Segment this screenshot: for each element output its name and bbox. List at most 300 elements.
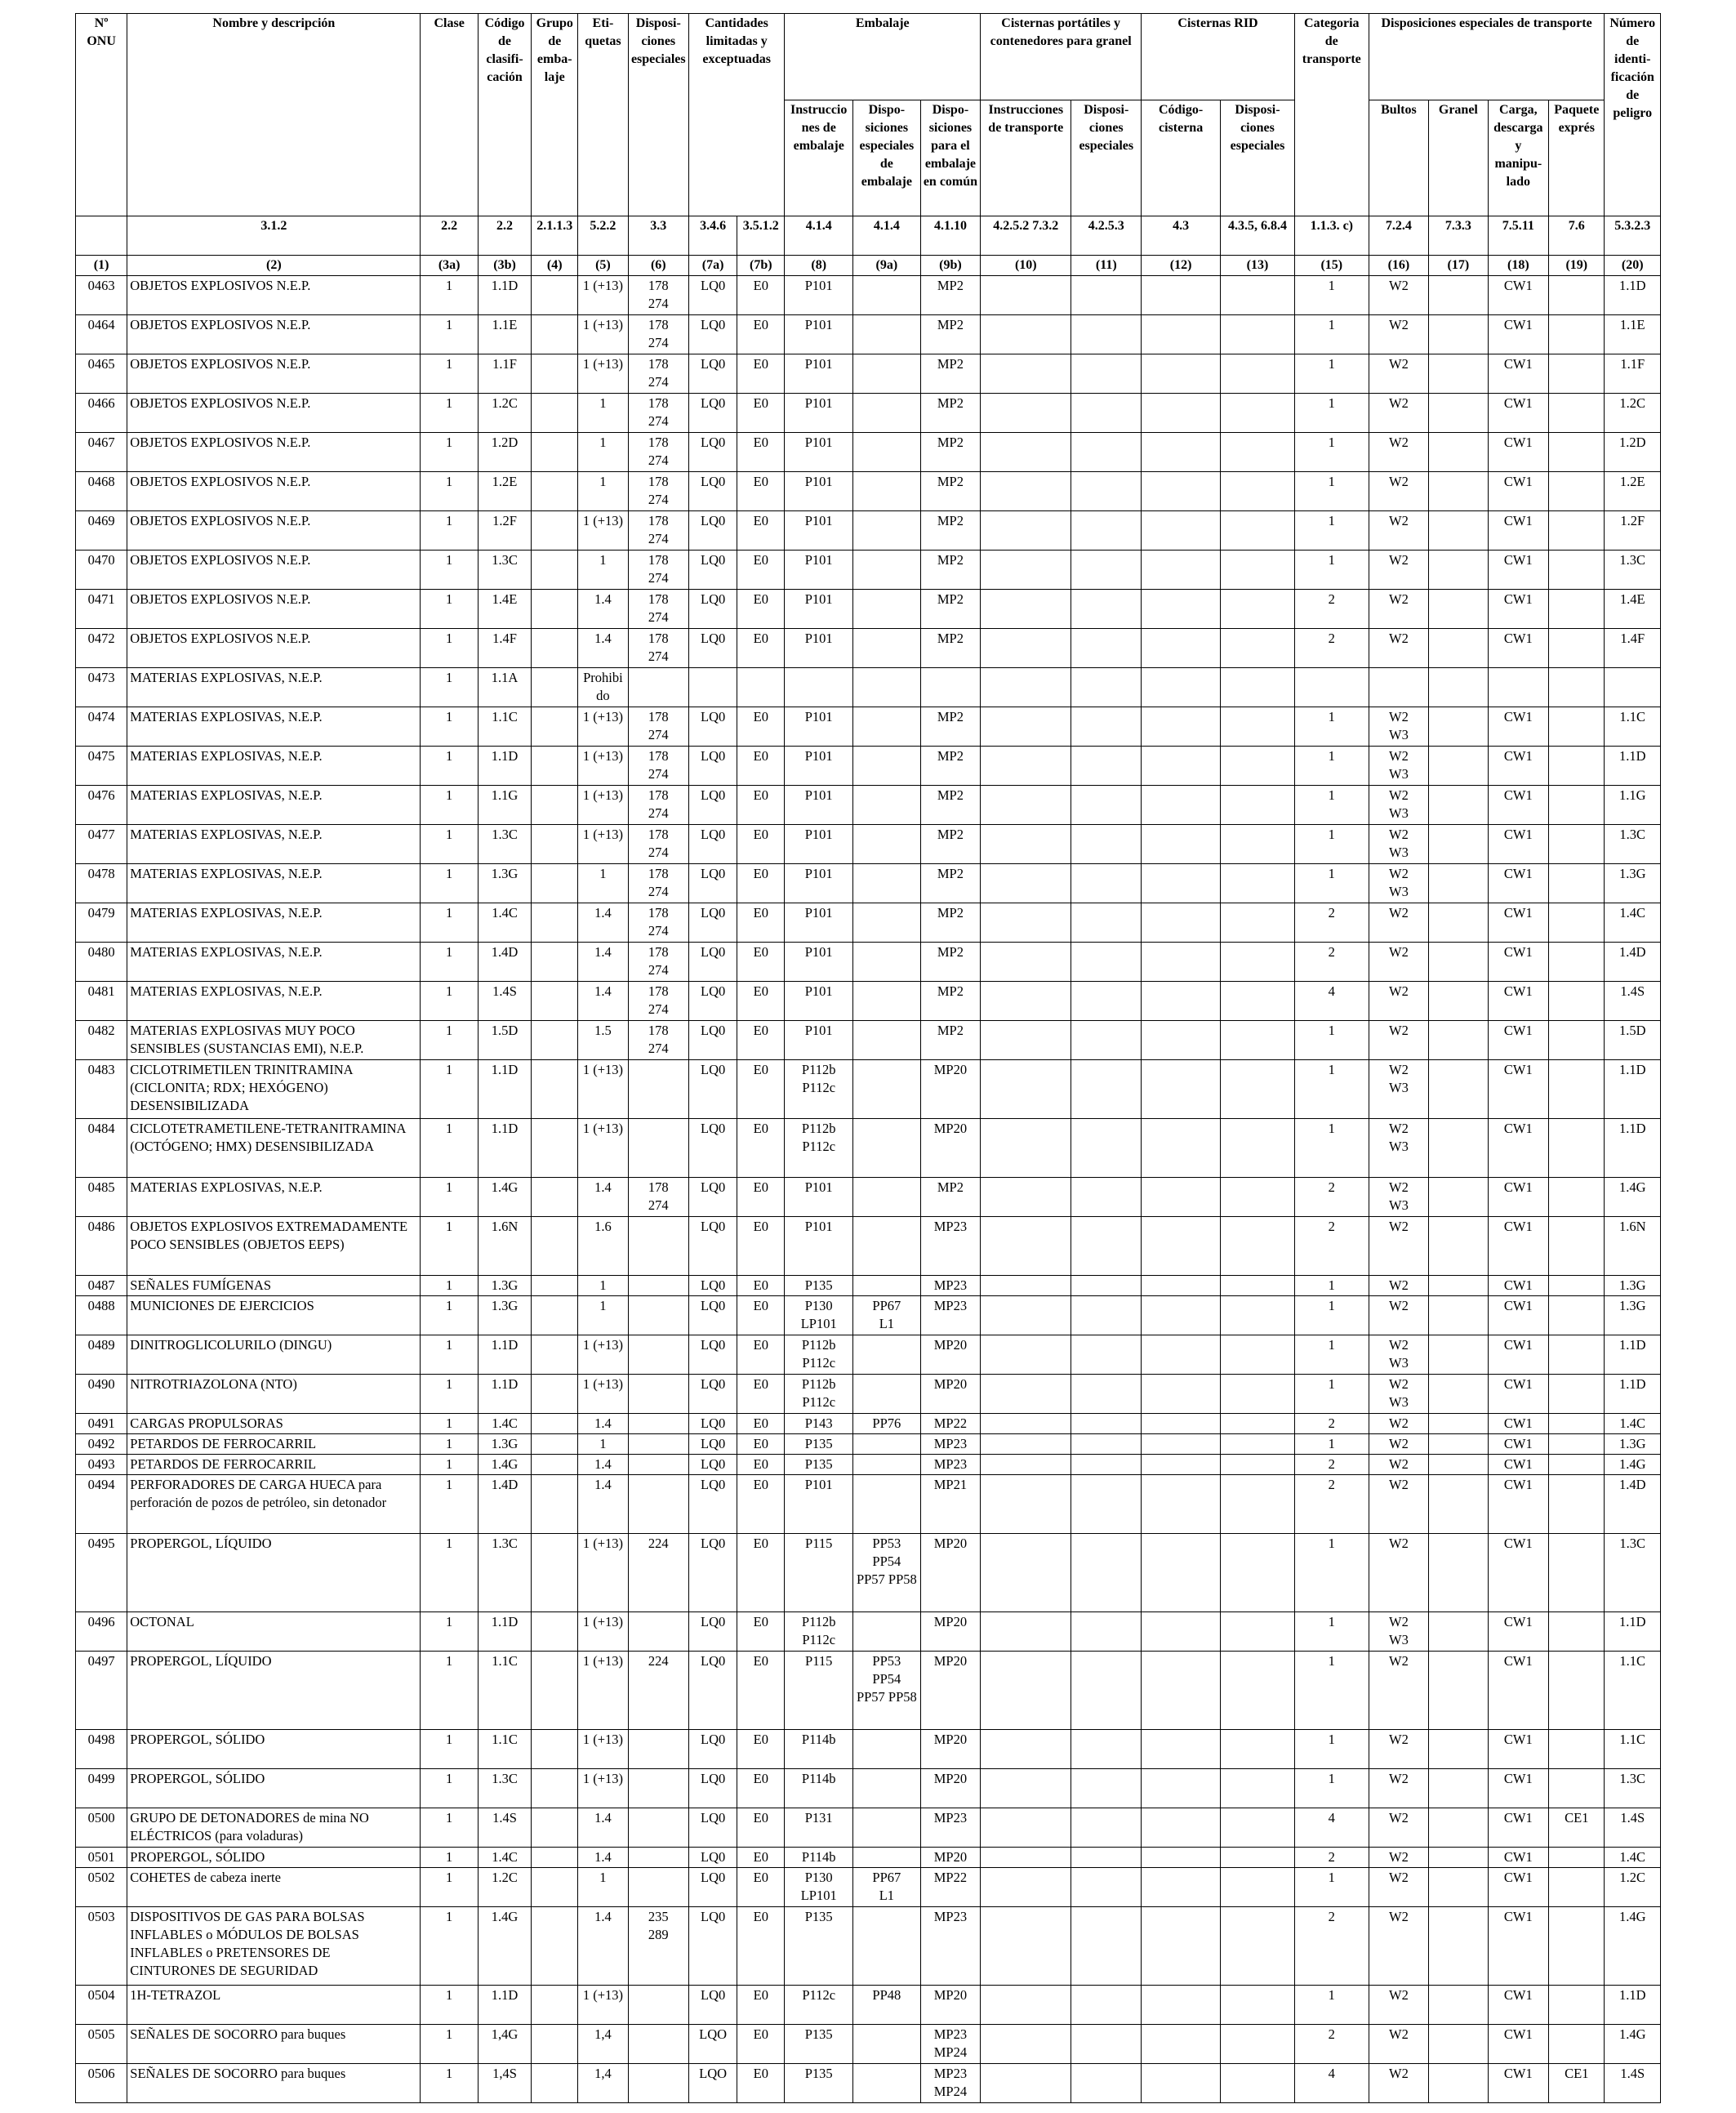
cell-instr-transporte [981, 276, 1071, 315]
cell-instr-transporte [981, 1652, 1071, 1730]
cell-codigo: 1.1C [478, 707, 531, 747]
cell-instr-transporte [981, 433, 1071, 472]
cell-paquete: CE1 [1549, 2064, 1605, 2103]
cell-codigo: 1.4S [478, 982, 531, 1021]
cell-disp-embalaje [853, 354, 921, 394]
cell-granel [1429, 551, 1488, 590]
cell-grupo [532, 1375, 578, 1414]
cell-disp-comun: MP2 [920, 707, 981, 747]
cell-codigo: 1.4D [478, 943, 531, 982]
cell-paquete [1549, 629, 1605, 668]
cell-categoria: 2 [1294, 1178, 1369, 1217]
cell-paquete [1549, 1652, 1605, 1730]
cell-disposiciones: 178 274 [628, 825, 688, 864]
cell-disp-embalaje [853, 2025, 921, 2064]
cell-disp-comun: MP2 [920, 511, 981, 551]
cell-disp-esp-rid [1221, 1652, 1295, 1730]
cell-clase: 1 [421, 315, 478, 354]
header-ref-cell: 4.1.4 [785, 216, 853, 256]
cell-categoria: 1 [1294, 472, 1369, 511]
cell-etiquetas: 1 [578, 394, 628, 433]
cell-numero-peligro: 1.1D [1605, 1612, 1661, 1652]
cell-numero-peligro: 1.4C [1605, 1848, 1661, 1868]
header-disposiciones: Disposi-ciones especiales [628, 14, 688, 216]
cell-bultos: W2 [1369, 315, 1428, 354]
cell-onu: 0476 [76, 786, 127, 825]
cell-instr-transporte [981, 1986, 1071, 2025]
cell-codigo-cisterna [1142, 1217, 1221, 1276]
cell-grupo [532, 315, 578, 354]
cell-categoria: 1 [1294, 394, 1369, 433]
cell-onu: 0498 [76, 1730, 127, 1769]
table-row [76, 1534, 1661, 1612]
table-row [76, 1178, 1661, 1217]
table-row [76, 1868, 1661, 1907]
cell-carga: CW1 [1488, 1848, 1548, 1868]
cell-disposiciones [628, 1848, 688, 1868]
cell-grupo [532, 1296, 578, 1335]
table-row [76, 1612, 1661, 1652]
cell-codigo-cisterna [1142, 1612, 1221, 1652]
cell-paquete [1549, 1868, 1605, 1907]
cell-categoria: 1 [1294, 864, 1369, 903]
cell-grupo [532, 982, 578, 1021]
table-row [76, 903, 1661, 943]
cell-codigo-cisterna [1142, 747, 1221, 786]
cell-clase: 1 [421, 1986, 478, 2025]
cell-paquete [1549, 1217, 1605, 1276]
header-column-number: (8) [785, 256, 853, 276]
cell-instr-embalaje: P101 [785, 864, 853, 903]
cell-categoria: 2 [1294, 1848, 1369, 1868]
cell-paquete [1549, 511, 1605, 551]
cell-grupo [532, 825, 578, 864]
cell-bultos: W2 W3 [1369, 1119, 1428, 1178]
cell-numero-peligro: 1.1D [1605, 276, 1661, 315]
cell-codigo-cisterna [1142, 1375, 1221, 1414]
table-row [76, 1434, 1661, 1455]
cell-bultos: W2 W3 [1369, 825, 1428, 864]
cell-codigo-cisterna [1142, 590, 1221, 629]
cell-codigo: 1.1D [478, 276, 531, 315]
cell-paquete [1549, 1455, 1605, 1475]
cell-codigo: 1.3G [478, 1296, 531, 1335]
cell-disp-comun: MP20 [920, 1335, 981, 1375]
cell-cant-limitadas: LQ0 [689, 590, 737, 629]
cell-bultos: W2 W3 [1369, 1178, 1428, 1217]
header-name: Nombre y descripción [127, 14, 421, 216]
cell-disp-embalaje [853, 1808, 921, 1848]
cell-cant-limitadas: LQ0 [689, 1868, 737, 1907]
cell-paquete [1549, 668, 1605, 707]
cell-instr-embalaje: P101 [785, 551, 853, 590]
cell-numero-peligro: 1.4C [1605, 903, 1661, 943]
cell-grupo [532, 394, 578, 433]
cell-disp-embalaje [853, 825, 921, 864]
cell-disp-esp-rid [1221, 1769, 1295, 1808]
cell-instr-transporte [981, 1335, 1071, 1375]
cell-disp-esp-cp [1071, 707, 1142, 747]
cell-clase: 1 [421, 1434, 478, 1455]
cell-carga: CW1 [1488, 747, 1548, 786]
cell-grupo [532, 1848, 578, 1868]
cell-categoria: 2 [1294, 943, 1369, 982]
cell-grupo [532, 472, 578, 511]
cell-disp-comun: MP2 [920, 315, 981, 354]
header-codigo: Código de clasifi-cación [478, 14, 531, 216]
cell-numero-peligro: 1.1C [1605, 1730, 1661, 1769]
cell-codigo-cisterna [1142, 1434, 1221, 1455]
cell-disposiciones [628, 1808, 688, 1848]
cell-granel [1429, 1119, 1488, 1178]
cell-granel [1429, 315, 1488, 354]
cell-granel [1429, 668, 1488, 707]
cell-onu: 0478 [76, 864, 127, 903]
cell-disp-comun: MP20 [920, 1534, 981, 1612]
table-row [76, 472, 1661, 511]
cell-disp-esp-cp [1071, 629, 1142, 668]
cell-cant-limitadas: LQ0 [689, 1848, 737, 1868]
cell-instr-transporte [981, 551, 1071, 590]
header-instrucciones-embalaje: Instruccio nes de embalaje [785, 100, 853, 216]
cell-cant-limitadas: LQ0 [689, 864, 737, 903]
cell-disp-esp-cp [1071, 511, 1142, 551]
cell-paquete [1549, 786, 1605, 825]
cell-name: MATERIAS EXPLOSIVAS, N.E.P. [127, 747, 421, 786]
cell-clase: 1 [421, 1276, 478, 1296]
cell-cant-limitadas: LQ0 [689, 1276, 737, 1296]
cell-cant-exceptuadas: E0 [737, 1907, 785, 1986]
cell-cant-limitadas: LQ0 [689, 276, 737, 315]
cell-carga: CW1 [1488, 2064, 1548, 2103]
table-row [76, 1021, 1661, 1060]
cell-clase: 1 [421, 1652, 478, 1730]
cell-instr-transporte [981, 1217, 1071, 1276]
table-row [76, 629, 1661, 668]
cell-grupo [532, 1455, 578, 1475]
cell-cant-limitadas: LQ0 [689, 1612, 737, 1652]
table-row [76, 1652, 1661, 1730]
cell-grupo [532, 354, 578, 394]
header-ref-cell: 7.2.4 [1369, 216, 1428, 256]
header-column-number: (7a) [689, 256, 737, 276]
cell-categoria: 1 [1294, 433, 1369, 472]
cell-codigo: 1.2D [478, 433, 531, 472]
cell-numero-peligro: 1.4G [1605, 2025, 1661, 2064]
cell-codigo: 1,4G [478, 2025, 531, 2064]
cell-etiquetas: 1.4 [578, 903, 628, 943]
cell-paquete [1549, 1178, 1605, 1217]
cell-granel [1429, 1907, 1488, 1986]
cell-name: CICLOTETRAMETILENE-TETRANITRAMINA (OCTÓGENO; HMX) DESENSIBILIZADA [127, 1119, 421, 1178]
cell-disp-esp-cp [1071, 903, 1142, 943]
cell-etiquetas: 1.4 [578, 590, 628, 629]
cell-bultos: W2 [1369, 1414, 1428, 1434]
cell-disp-esp-cp [1071, 668, 1142, 707]
cell-codigo: 1.4C [478, 1848, 531, 1868]
cell-cant-limitadas: LQ0 [689, 1178, 737, 1217]
table-row [76, 394, 1661, 433]
cell-disp-embalaje [853, 590, 921, 629]
cell-bultos: W2 [1369, 1475, 1428, 1534]
cell-name: PROPERGOL, SÓLIDO [127, 1730, 421, 1769]
header-number-row [76, 256, 1661, 276]
cell-disposiciones: 178 274 [628, 472, 688, 511]
cell-disp-esp-cp [1071, 276, 1142, 315]
cell-disp-comun: MP2 [920, 982, 981, 1021]
dangerous-goods-table [75, 13, 1661, 2103]
table-row [76, 1276, 1661, 1296]
cell-etiquetas: 1,4 [578, 2025, 628, 2064]
cell-name: MATERIAS EXPLOSIVAS, N.E.P. [127, 786, 421, 825]
cell-grupo [532, 1335, 578, 1375]
cell-granel [1429, 747, 1488, 786]
cell-onu: 0503 [76, 1907, 127, 1986]
header-cisternas-portatiles: Cisternas portátiles y contenedores para granel [981, 14, 1142, 100]
cell-disp-comun: MP22 [920, 1868, 981, 1907]
cell-cant-exceptuadas: E0 [737, 1276, 785, 1296]
cell-disp-embalaje [853, 551, 921, 590]
cell-name: MATERIAS EXPLOSIVAS, N.E.P. [127, 903, 421, 943]
cell-carga: CW1 [1488, 1335, 1548, 1375]
cell-disp-comun: MP20 [920, 1769, 981, 1808]
cell-codigo: 1.4S [478, 1808, 531, 1848]
cell-granel [1429, 1335, 1488, 1375]
header-column-number: (2) [127, 256, 421, 276]
cell-disp-embalaje [853, 1178, 921, 1217]
cell-disposiciones [628, 1414, 688, 1434]
cell-paquete [1549, 1276, 1605, 1296]
cell-etiquetas: 1.4 [578, 1848, 628, 1868]
cell-disp-comun: MP2 [920, 903, 981, 943]
cell-instr-transporte [981, 1848, 1071, 1868]
cell-bultos: W2 [1369, 2025, 1428, 2064]
cell-numero-peligro: 1.1E [1605, 315, 1661, 354]
cell-codigo: 1.3G [478, 1276, 531, 1296]
cell-etiquetas: 1.4 [578, 1455, 628, 1475]
cell-clase: 1 [421, 943, 478, 982]
cell-disp-comun: MP23 [920, 1907, 981, 1986]
cell-disposiciones [628, 1730, 688, 1769]
cell-cant-limitadas: LQ0 [689, 315, 737, 354]
cell-name: SEÑALES DE SOCORRO para buques [127, 2025, 421, 2064]
cell-disp-esp-rid [1221, 1335, 1295, 1375]
cell-clase: 1 [421, 1217, 478, 1276]
cell-numero-peligro: 1.1D [1605, 1986, 1661, 2025]
cell-cant-exceptuadas: E0 [737, 2064, 785, 2103]
table-row [76, 590, 1661, 629]
cell-cant-limitadas: LQ0 [689, 511, 737, 551]
cell-granel [1429, 1769, 1488, 1808]
cell-disposiciones: 178 274 [628, 590, 688, 629]
cell-etiquetas: 1 (+13) [578, 1060, 628, 1119]
cell-categoria: 2 [1294, 1907, 1369, 1986]
cell-numero-peligro: 1.4D [1605, 943, 1661, 982]
cell-clase: 1 [421, 707, 478, 747]
header-column-number: (10) [981, 256, 1071, 276]
cell-etiquetas: 1 (+13) [578, 707, 628, 747]
cell-paquete [1549, 903, 1605, 943]
cell-grupo [532, 2064, 578, 2103]
cell-clase: 1 [421, 1455, 478, 1475]
cell-cant-limitadas: LQ0 [689, 786, 737, 825]
cell-etiquetas: 1.4 [578, 982, 628, 1021]
header-onu: Nº ONU [76, 14, 127, 216]
cell-name: OBJETOS EXPLOSIVOS N.E.P. [127, 629, 421, 668]
table-row [76, 433, 1661, 472]
cell-instr-embalaje: P135 [785, 1434, 853, 1455]
cell-carga: CW1 [1488, 629, 1548, 668]
table-row [76, 825, 1661, 864]
cell-disp-embalaje [853, 1021, 921, 1060]
cell-paquete [1549, 1534, 1605, 1612]
cell-granel [1429, 433, 1488, 472]
cell-etiquetas: 1 [578, 1276, 628, 1296]
cell-disp-embalaje [853, 1217, 921, 1276]
header-column-number: (4) [532, 256, 578, 276]
cell-cant-limitadas: LQ0 [689, 551, 737, 590]
cell-disp-esp-cp [1071, 354, 1142, 394]
cell-disp-embalaje [853, 433, 921, 472]
cell-disp-esp-rid [1221, 315, 1295, 354]
cell-instr-embalaje: P115 [785, 1652, 853, 1730]
header-ref-cell: 4.1.4 [853, 216, 921, 256]
cell-categoria: 1 [1294, 1335, 1369, 1375]
cell-codigo: 1.4F [478, 629, 531, 668]
cell-granel [1429, 1060, 1488, 1119]
cell-cant-limitadas: LQ0 [689, 1375, 737, 1414]
cell-granel [1429, 590, 1488, 629]
cell-disp-esp-rid [1221, 1119, 1295, 1178]
cell-codigo: 1.2F [478, 511, 531, 551]
cell-numero-peligro: 1.1D [1605, 1060, 1661, 1119]
header-ref-cell: 7.3.3 [1429, 216, 1488, 256]
cell-disp-esp-rid [1221, 1414, 1295, 1434]
cell-paquete [1549, 433, 1605, 472]
cell-disp-comun: MP2 [920, 864, 981, 903]
cell-onu: 0464 [76, 315, 127, 354]
cell-codigo-cisterna [1142, 1868, 1221, 1907]
cell-disp-esp-rid [1221, 590, 1295, 629]
cell-cant-limitadas: LQ0 [689, 1119, 737, 1178]
cell-disp-esp-cp [1071, 1414, 1142, 1434]
cell-disp-embalaje [853, 668, 921, 707]
cell-codigo: 1.1E [478, 315, 531, 354]
cell-categoria: 4 [1294, 1808, 1369, 1848]
table-body [76, 276, 1661, 2103]
cell-disposiciones: 178 274 [628, 982, 688, 1021]
cell-carga: CW1 [1488, 394, 1548, 433]
cell-disposiciones: 224 [628, 1534, 688, 1612]
cell-grupo [532, 747, 578, 786]
header-disp-embalaje: Dispo-siciones especiales de embalaje [853, 100, 921, 216]
cell-disp-esp-rid [1221, 472, 1295, 511]
cell-disp-embalaje [853, 1730, 921, 1769]
cell-cant-limitadas: LQ0 [689, 1808, 737, 1848]
cell-instr-transporte [981, 354, 1071, 394]
cell-disposiciones [628, 1769, 688, 1808]
cell-clase: 1 [421, 825, 478, 864]
cell-carga: CW1 [1488, 1060, 1548, 1119]
cell-instr-embalaje: P101 [785, 511, 853, 551]
cell-carga: CW1 [1488, 1455, 1548, 1475]
header-ref-cell: 5.2.2 [578, 216, 628, 256]
cell-etiquetas: 1 (+13) [578, 825, 628, 864]
table-row [76, 864, 1661, 903]
cell-granel [1429, 1021, 1488, 1060]
header-numero-peligro: Número de identi-ficación de peligro [1605, 14, 1661, 216]
cell-name: OBJETOS EXPLOSIVOS N.E.P. [127, 276, 421, 315]
cell-disp-embalaje [853, 747, 921, 786]
cell-cant-exceptuadas: E0 [737, 433, 785, 472]
cell-onu: 0488 [76, 1296, 127, 1335]
cell-onu: 0470 [76, 551, 127, 590]
cell-bultos: W2 [1369, 433, 1428, 472]
cell-granel [1429, 472, 1488, 511]
cell-onu: 0471 [76, 590, 127, 629]
cell-cant-exceptuadas: E0 [737, 1414, 785, 1434]
cell-granel [1429, 1848, 1488, 1868]
cell-cant-limitadas: LQ0 [689, 394, 737, 433]
cell-disp-embalaje: PP67 L1 [853, 1868, 921, 1907]
cell-granel [1429, 629, 1488, 668]
cell-carga: CW1 [1488, 786, 1548, 825]
cell-disp-esp-rid [1221, 1276, 1295, 1296]
cell-numero-peligro: 1.4G [1605, 1455, 1661, 1475]
cell-codigo: 1.2C [478, 394, 531, 433]
cell-instr-embalaje: P131 [785, 1808, 853, 1848]
cell-cant-limitadas: LQ0 [689, 1434, 737, 1455]
cell-numero-peligro: 1.3C [1605, 1769, 1661, 1808]
cell-codigo-cisterna [1142, 1534, 1221, 1612]
cell-disp-esp-rid [1221, 1217, 1295, 1276]
table-row [76, 1060, 1661, 1119]
cell-bultos: W2 [1369, 1296, 1428, 1335]
cell-disp-comun: MP23 [920, 1808, 981, 1848]
cell-disp-esp-cp [1071, 551, 1142, 590]
cell-categoria: 2 [1294, 1217, 1369, 1276]
cell-carga: CW1 [1488, 1276, 1548, 1296]
cell-cant-limitadas [689, 668, 737, 707]
cell-categoria: 1 [1294, 1296, 1369, 1335]
cell-disposiciones [628, 1335, 688, 1375]
cell-disposiciones: 178 274 [628, 864, 688, 903]
cell-disp-esp-rid [1221, 1534, 1295, 1612]
cell-instr-transporte [981, 707, 1071, 747]
cell-bultos: W2 [1369, 276, 1428, 315]
cell-name: OBJETOS EXPLOSIVOS N.E.P. [127, 315, 421, 354]
header-ref-cell: 7.6 [1549, 216, 1605, 256]
cell-etiquetas: 1 (+13) [578, 276, 628, 315]
cell-clase: 1 [421, 394, 478, 433]
cell-name: PETARDOS DE FERROCARRIL [127, 1434, 421, 1455]
cell-etiquetas: 1.4 [578, 1475, 628, 1534]
cell-disp-esp-cp [1071, 1296, 1142, 1335]
table-row [76, 1455, 1661, 1475]
cell-instr-transporte [981, 1276, 1071, 1296]
cell-etiquetas: 1.4 [578, 1178, 628, 1217]
cell-carga: CW1 [1488, 1475, 1548, 1534]
cell-granel [1429, 1455, 1488, 1475]
cell-codigo: 1.1A [478, 668, 531, 707]
cell-disp-esp-rid [1221, 1808, 1295, 1848]
cell-granel [1429, 511, 1488, 551]
cell-disp-embalaje [853, 394, 921, 433]
cell-disposiciones [628, 2064, 688, 2103]
cell-cant-limitadas: LQ0 [689, 1730, 737, 1769]
cell-name: PROPERGOL, LÍQUIDO [127, 1652, 421, 1730]
cell-paquete [1549, 1986, 1605, 2025]
